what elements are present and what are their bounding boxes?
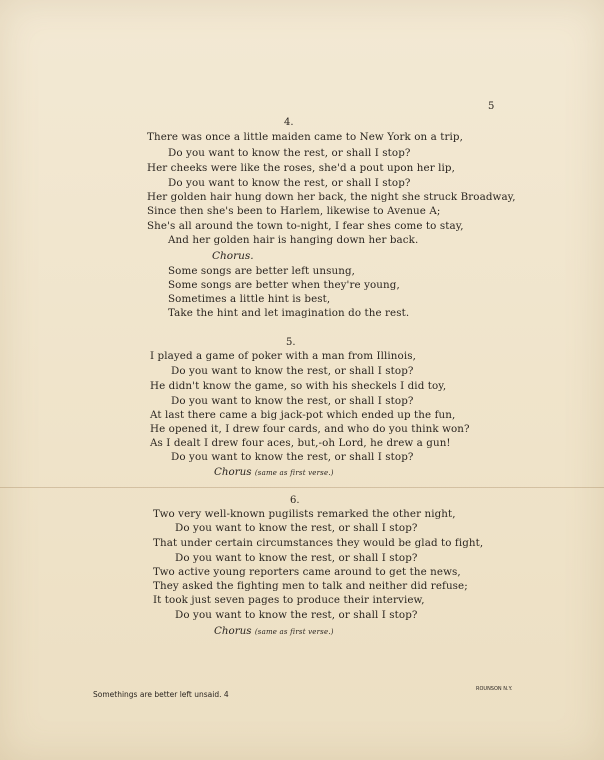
verse-5-line-2: Do you want to know the rest, or shall I stop? xyxy=(171,365,414,377)
verse-6-line-3: That under certain circumstances they would be glad to fight, xyxy=(153,537,484,549)
chorus-ref-label: Chorus xyxy=(214,625,252,637)
page-number: 5 xyxy=(488,101,495,112)
verse-4-line-8: And her golden hair is hanging down her back. xyxy=(168,234,419,246)
verse-5-number: 5. xyxy=(286,337,296,348)
verse-4-line-7: She's all around the town to-night, I fear shes come to stay, xyxy=(147,220,464,232)
chorus-line-1: Some songs are better left unsung, xyxy=(168,265,356,277)
verse-6-line-5: Two active young reporters came around to get the news, xyxy=(153,566,461,578)
verse-6-line-6: They asked the fighting men to talk and neither did refuse; xyxy=(153,580,468,592)
fold-crease xyxy=(0,487,604,488)
chorus-line-2: Some songs are better when they're young, xyxy=(168,279,400,291)
verse-4-line-6: Since then she's been to Harlem, likewise to Avenue A; xyxy=(147,205,441,217)
verse-6-line-8: Do you want to know the rest, or shall I stop? xyxy=(175,609,418,621)
verse-4-line-4: Do you want to know the rest, or shall I stop? xyxy=(168,177,411,189)
printer-mark: ROUNSON N.Y. xyxy=(476,686,513,692)
verse-5-line-8: Do you want to know the rest, or shall I stop? xyxy=(171,451,414,463)
verse-5-line-1: I played a game of poker with a man from Illinois, xyxy=(150,350,416,362)
chorus-ref-note: (same as first verse.) xyxy=(254,469,334,477)
chorus-line-4: Take the hint and let imagination do the rest. xyxy=(168,307,410,319)
verse-6-line-2: Do you want to know the rest, or shall I stop? xyxy=(175,522,418,534)
chorus-ref-note: (same as first verse.) xyxy=(254,628,334,636)
verse-6-number: 6. xyxy=(290,495,300,506)
verse-5-line-3: He didn't know the game, so with his sheckels I did toy, xyxy=(150,380,447,392)
verse-6-line-4: Do you want to know the rest, or shall I stop? xyxy=(175,552,418,564)
verse-4-line-1: There was once a little maiden came to New York on a trip, xyxy=(147,131,463,143)
verse-5-line-4: Do you want to know the rest, or shall I stop? xyxy=(171,395,414,407)
verse-4-number: 4. xyxy=(284,117,294,128)
chorus-ref-label: Chorus xyxy=(214,466,252,478)
verse-4-line-2: Do you want to know the rest, or shall I stop? xyxy=(168,147,411,159)
verse-5-line-6: He opened it, I drew four cards, and who do you think won? xyxy=(150,423,470,435)
chorus-line-3: Sometimes a little hint is best, xyxy=(168,293,331,305)
verse-6-line-7: It took just seven pages to produce their interview, xyxy=(153,594,425,606)
verse-5-line-5: At last there came a big jack-pot which ended up the fun, xyxy=(150,409,456,421)
footer-title: Somethings are better left unsaid. 4 xyxy=(93,690,229,699)
verse-6-chorus-ref xyxy=(214,625,334,637)
verse-5-chorus-ref xyxy=(214,466,334,478)
verse-4-line-5: Her golden hair hung down her back, the night she struck Broadway, xyxy=(147,191,516,203)
verse-5-line-7: As I dealt I drew four aces, but,-oh Lord, he drew a gun! xyxy=(150,437,451,449)
chorus-heading: Chorus. xyxy=(212,250,254,262)
verse-4-line-3: Her cheeks were like the roses, she'd a pout upon her lip, xyxy=(147,162,455,174)
verse-6-line-1: Two very well-known pugilists remarked the other night, xyxy=(153,508,456,520)
